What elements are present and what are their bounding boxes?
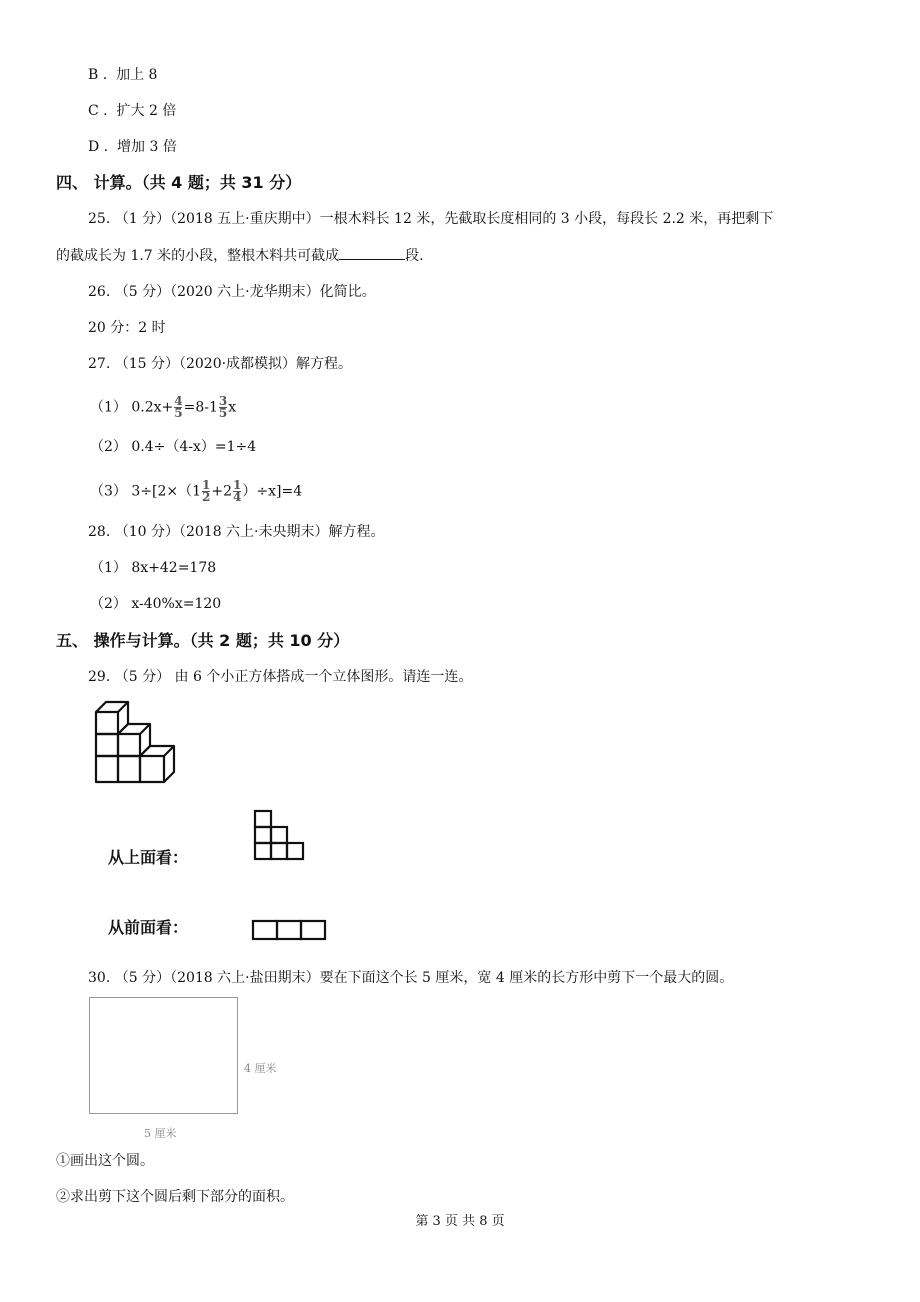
q27-i3-part-a: （3） 3÷[2×（1 (90, 483, 202, 500)
q27-stem: 27. （15 分）（2020·成都模拟）解方程。 (88, 356, 353, 372)
fraction-1-2 (202, 480, 210, 503)
q25-line2 (56, 245, 424, 266)
q27-i1-part-a: （1） 0.2x+ (90, 399, 174, 416)
width-label: 4 厘米 (244, 1062, 277, 1075)
q26-stem: 26. （5 分）（2020 六上·龙华期末）化简比。 (88, 284, 376, 300)
front-view-label: 从前面看： (108, 918, 189, 937)
q25-line2b: 段. (405, 248, 424, 264)
q28-item2: （2） x-40%x=120 (90, 596, 222, 612)
frac-num: 1 (233, 478, 242, 492)
option-c-text: 扩大 2 倍 (116, 103, 177, 119)
q27-item2: （2） 0.4÷（4-x）=1÷4 (90, 439, 257, 455)
q27-i1-part-c: x (228, 399, 237, 416)
q25-line1: 25. （1 分）（2018 五上·重庆期中）一根木料长 12 米，先截取长度相同的 3 小段，每段长 2.2 米，再把剩下 (88, 211, 774, 227)
q30-stem: 30. （5 分）（2018 六上·盐田期末）要在下面这个长 5 厘米，宽 4 厘米的长方形中剪下一个最大的圆。 (88, 970, 734, 986)
frac-den: 4 (233, 490, 242, 504)
q27-i3-part-b: +2 (211, 483, 233, 500)
fraction-4-5 (174, 396, 182, 419)
q27-item1 (90, 396, 236, 419)
q27-i1-part-b: =8-1 (183, 399, 218, 416)
fraction-1-4 (233, 480, 241, 503)
frac-den: 2 (202, 490, 211, 504)
option-c-letter: C (88, 103, 99, 119)
section-5-title: 五、 操作与计算。（共 2 题；共 10 分） (56, 631, 350, 650)
option-c: C . 扩大 2 倍 (88, 103, 177, 119)
cube-figure (92, 698, 182, 790)
option-d-letter: D (88, 139, 100, 155)
q30-part-b: ②求出剪下这个圆后剩下部分的面积。 (56, 1189, 294, 1205)
frac-den: 5 (218, 406, 228, 420)
option-b-text: 加上 8 (116, 67, 158, 83)
top-view-label: 从上面看： (108, 848, 189, 867)
page-footer: 第 3 页 共 8 页 (415, 1214, 505, 1229)
top-view-shape[interactable] (252, 808, 308, 864)
option-b-letter: B (88, 67, 99, 83)
frac-num: 4 (174, 394, 183, 408)
q27-i3-part-c: ）÷x]=4 (242, 483, 303, 500)
q30-part-a: ①画出这个圆。 (56, 1153, 154, 1169)
front-view-shape[interactable] (250, 918, 330, 942)
frac-den: 5 (174, 406, 183, 420)
q26-item: 20 分：2 时 (88, 320, 166, 336)
frac-num: 3 (218, 394, 228, 408)
q27-item3 (90, 480, 302, 503)
option-d-text: 增加 3 倍 (117, 139, 177, 155)
rectangle-5x4[interactable] (89, 997, 238, 1114)
fraction-3-5 (219, 396, 227, 419)
section-4-title: 四、 计算。（共 4 题；共 31 分） (56, 173, 302, 192)
q28-item1: （1） 8x+42=178 (90, 560, 217, 576)
option-b: B . 加上 8 (88, 67, 158, 83)
option-d: D . 增加 3 倍 (88, 139, 177, 155)
frac-num: 1 (202, 478, 211, 492)
answer-blank[interactable] (339, 245, 405, 260)
q28-stem: 28. （10 分）（2018 六上·未央期末）解方程。 (88, 524, 385, 540)
q29-stem: 29. （5 分） 由 6 个小正方体搭成一个立体图形。请连一连。 (88, 669, 473, 685)
length-label: 5 厘米 (144, 1127, 177, 1140)
q25-line2a: 的截成长为 1.7 米的小段，整根木料共可截成 (56, 248, 340, 264)
